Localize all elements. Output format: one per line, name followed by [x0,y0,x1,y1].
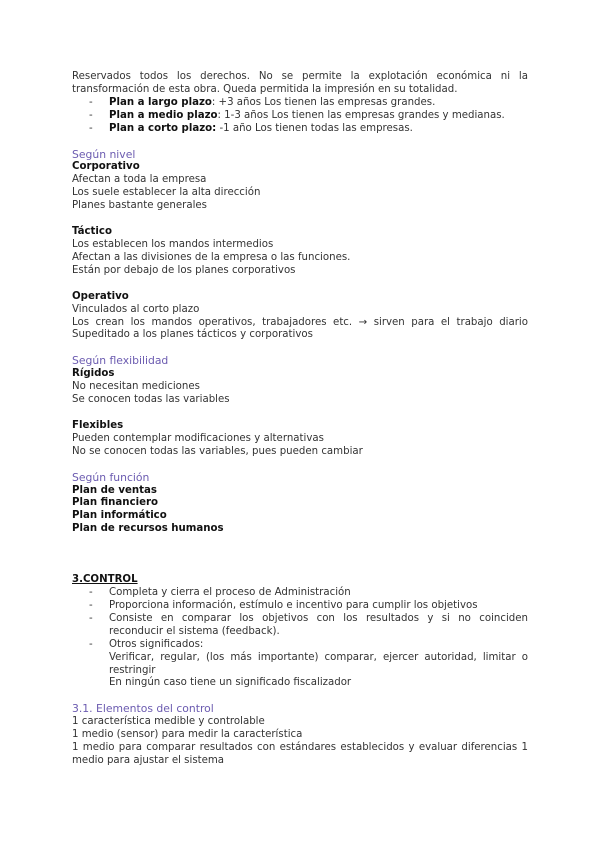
heading-control: 3.CONTROL [72,574,138,586]
text-line: Los establecen los mandos intermedios [72,238,274,250]
list-item-continuation: En ningún caso tiene un significado fiscalizador [109,677,352,689]
subheading-tactico: Táctico [72,226,112,238]
text-line: Se conocen todas las variables [72,394,230,406]
text-line: Los crean los mandos operativos, trabajadores etc. → sirven para el trabajo diario [72,316,528,328]
text-line: 1 medio (sensor) para medir la característica [72,729,303,741]
text-line: Supeditado a los planes tácticos y corporativos [72,329,313,341]
document-page [72,71,528,768]
plazo-largo: - Plan a largo plazo: +3 años Los tienen las empresas grandes. [72,97,528,110]
text-line: Están por debajo de los planes corporativos [72,264,296,276]
subheading-flexibles: Flexibles [72,419,124,431]
subheading-rigidos: Rígidos [72,368,115,380]
plazo-list [72,97,528,136]
control-list [72,587,528,690]
text-line: Afectan a toda la empresa [72,174,207,186]
heading-elementos-control: 3.1. Elementos del control [72,702,214,716]
plazo-corto: - Plan a corto plazo: -1 año Los tienen todas las empresas. [72,123,528,136]
text-line: No necesitan mediciones [72,381,200,393]
subheading-corporativo: Corporativo [72,161,140,173]
list-item: - Proporciona información, estímulo e incentivo para cumplir los objetivos [72,600,528,613]
plan-item: Plan de recursos humanos [72,523,224,535]
plan-item: Plan informático [72,510,167,522]
list-item: - Completa y cierra el proceso de Administración [72,587,528,600]
text-line: No se conocen todas las variables, pues pueden cambiar [72,445,363,457]
list-item-continuation: Verificar, regular, (los más importante) comparar, ejercer autoridad, limitar o restringir [109,651,528,676]
text-line: 1 característica medible y controlable [72,716,265,728]
text-line: Vinculados al corto plazo [72,303,200,315]
text-line: Planes bastante generales [72,200,207,212]
list-item: - Otros significados: [72,639,528,652]
text-line: Los suele establecer la alta dirección [72,187,261,199]
plan-item: Plan de ventas [72,484,157,496]
text-line: 1 medio para comparar resultados con estándares establecidos y evaluar diferencias 1 medio para ajustar el sistema [72,742,528,766]
text-line: Pueden contemplar modificaciones y alternativas [72,432,324,444]
text-line: Afectan a las divisiones de la empresa o las funciones. [72,251,351,263]
heading-segun-nivel: Según nivel [72,147,136,161]
rights-notice: Reservados todos los derechos. No se permite la explotación económica ni la transformación de esta obra. Queda permitida la impresión en su totalidad. [72,71,528,95]
list-item: - Consiste en comparar los objetivos con los resultados y si no coinciden reconducir el sistema (feedback). [72,613,528,639]
heading-segun-funcion: Según función [72,470,150,484]
heading-segun-flexibilidad: Según flexibilidad [72,354,169,368]
plan-item: Plan financiero [72,497,159,509]
subheading-operativo: Operativo [72,290,129,302]
plazo-medio: - Plan a medio plazo: 1-3 años Los tienen las empresas grandes y medianas. [72,110,528,123]
